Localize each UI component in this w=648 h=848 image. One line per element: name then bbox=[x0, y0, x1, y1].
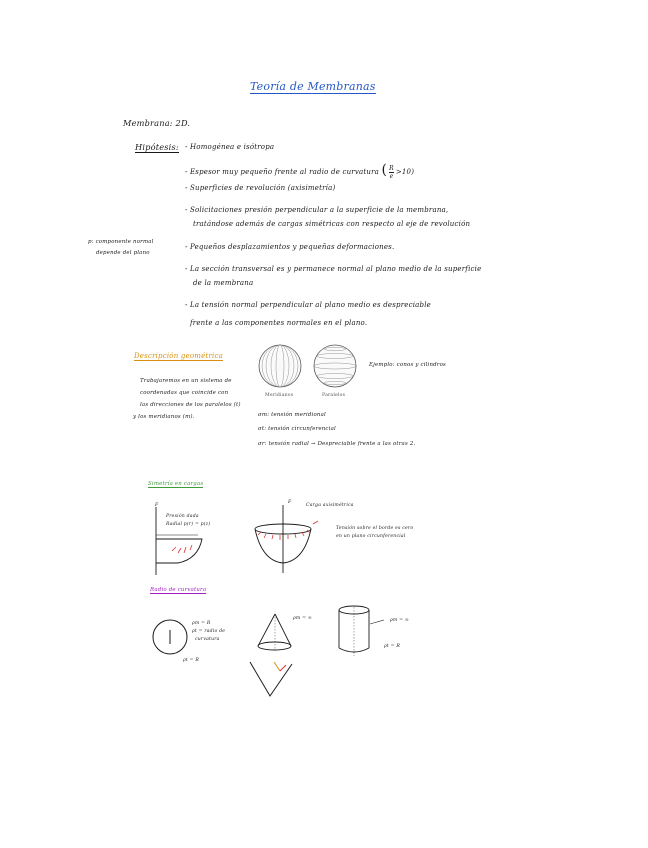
simetria-heading: Simetría en cargas bbox=[148, 481, 204, 487]
hipotesis-item-4: - Solicitaciones presión perpendicular a la superficie de la membrana, bbox=[185, 206, 449, 214]
bowl-figure bbox=[250, 505, 330, 575]
axis-label-f: F bbox=[155, 503, 159, 508]
pressure-note-1: Presión dada bbox=[166, 514, 199, 519]
side-note-line-1: p: componente normal bbox=[88, 239, 154, 245]
hipotesis-item-5: - Pequeños desplazamientos y pequeñas deformaciones. bbox=[185, 243, 395, 251]
hipotesis-item-7b: frente a las componentes normales en el plano. bbox=[190, 319, 368, 327]
cylinder-figure bbox=[334, 604, 394, 658]
descripcion-text-2: coordenadas que coincide con bbox=[140, 390, 229, 396]
meridianos-label: Meridianos bbox=[265, 393, 294, 398]
hipotesis-item-2: - Espesor muy pequeño frente al radio de curvatura ( $\frac{R}{e}$ >10) bbox=[185, 162, 415, 180]
tension-circunferencial: σt: tensión circunferencial bbox=[258, 426, 336, 432]
membrana-label: Membrana: 2D. bbox=[123, 118, 191, 128]
ratio-tail: >10) bbox=[395, 168, 415, 176]
meridian-sphere-icon bbox=[259, 345, 301, 387]
pressure-arrows-icon bbox=[172, 545, 192, 553]
circle-bottom-label: ρt = R bbox=[183, 658, 199, 663]
pressure-note-2: Radial p(r) = p(z) bbox=[166, 522, 211, 527]
load-label: Carga axisimétrica bbox=[306, 503, 354, 508]
circle-note-2: ρt = radio de bbox=[192, 629, 226, 634]
spheres-figure bbox=[258, 344, 368, 396]
side-note-line-2: depende del plano bbox=[96, 250, 150, 256]
hipotesis-item-3: - Superficies de revolución (axisimetría) bbox=[185, 184, 336, 192]
circle-note-3: curvatura bbox=[195, 637, 220, 642]
descripcion-heading: Descripción geométrica bbox=[134, 352, 223, 360]
hipotesis-item-1: - Homogénea e isótropa bbox=[185, 143, 275, 151]
parallel-sphere-icon bbox=[314, 345, 356, 387]
descripcion-text-1: Trabajaremos en un sistema de bbox=[140, 378, 232, 384]
cone-figure bbox=[255, 612, 295, 656]
tension-note-2: en un plano circunferencial bbox=[336, 534, 406, 539]
axis-label-f2: F bbox=[288, 500, 292, 505]
circle-note-1: ρm = R bbox=[192, 621, 211, 626]
ejemplo-text: Ejemplo: conos y cilindros bbox=[369, 362, 446, 368]
radios-heading: Radio de curvatura bbox=[150, 587, 207, 593]
hipotesis-item-6: - La sección transversal es y permanece normal al plano medio de la superficie bbox=[185, 265, 482, 273]
tension-radial: σr: tensión radial → Despreciable frente a las otras 2. bbox=[258, 441, 416, 447]
hipotesis-item-7: - La tensión normal perpendicular al plano medio es despreciable bbox=[185, 301, 432, 309]
tension-note-1: Tensión sobre el borde es cero bbox=[336, 526, 414, 531]
hipotesis-item-4b: tratándose además de cargas simétricas con respecto al eje de revolución bbox=[193, 220, 471, 228]
page-title: Teoría de Membranas bbox=[250, 80, 376, 93]
hipotesis-label: Hipótesis: bbox=[135, 142, 179, 152]
paralelos-label: Paralelos bbox=[322, 393, 346, 398]
descripcion-text-3: las direcciones de los paralelos (t) bbox=[140, 402, 241, 408]
cone-label: ρm = ∞ bbox=[293, 616, 312, 621]
cylinder-bottom-label: ρt = R bbox=[384, 644, 400, 649]
descripcion-text-4: y los meridianos (m). bbox=[133, 414, 195, 420]
cylinder-label: ρm = ∞ bbox=[390, 618, 409, 623]
tension-meridional: σm: tensión meridional bbox=[258, 412, 326, 418]
cone-section-figure bbox=[248, 660, 308, 702]
ratio-fraction: $\frac{R}{e}$ bbox=[389, 164, 394, 180]
hipotesis-item-2-text: - Espesor muy pequeño frente al radio de curvatura bbox=[185, 168, 379, 176]
circle-figure bbox=[150, 617, 190, 657]
hipotesis-item-6b: de la membrana bbox=[193, 279, 254, 287]
